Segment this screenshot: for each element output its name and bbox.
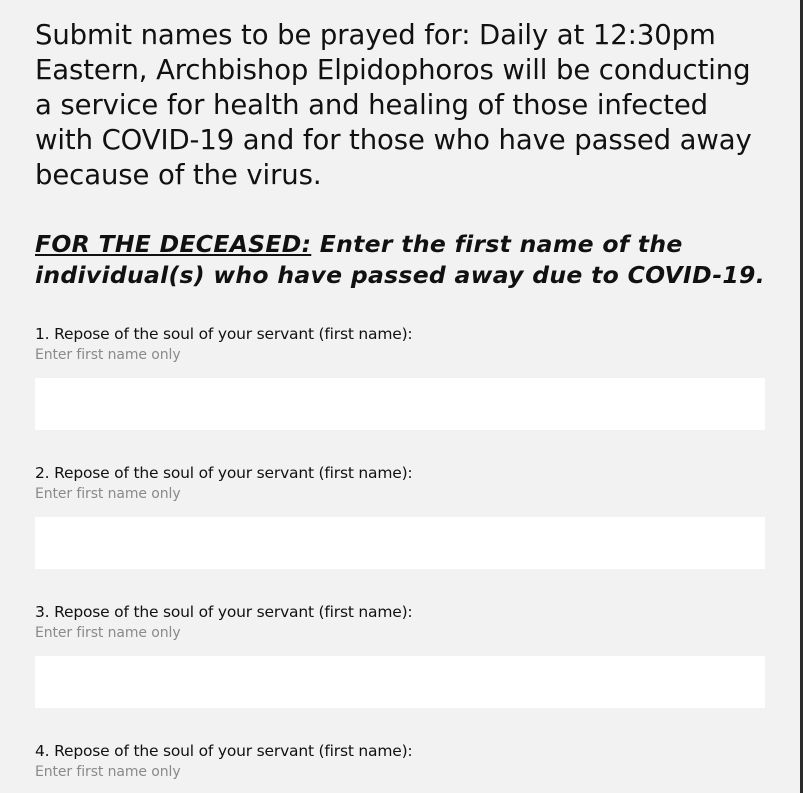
deceased-heading-lead: FOR THE DECEASED: <box>35 230 312 258</box>
deceased-heading-instruction: Enter the first name of the individual(s) who have passed away due to COVID-19. <box>35 230 765 289</box>
intro-description: Submit names to be prayed for: Daily at 12:30pm Eastern, Archbishop Elpidophoros will be conducting a service for health and healing of those infected with COVID-19 and for those who have passed away because of the virus. <box>35 19 752 191</box>
name-field-2 <box>35 463 765 602</box>
first-name-input-3[interactable] <box>35 656 765 708</box>
name-field-4 <box>35 741 765 793</box>
first-name-input-2[interactable] <box>35 517 765 569</box>
name-field-1 <box>35 324 765 463</box>
field-label-2: 2. Repose of the soul of your servant (first name): <box>35 464 413 482</box>
field-label-1: 1. Repose of the soul of your servant (first name): <box>35 325 413 343</box>
prayer-request-form <box>35 18 765 793</box>
deceased-section-heading <box>35 229 765 291</box>
field-hint-4: Enter first name only <box>35 764 181 780</box>
name-fields <box>35 324 765 793</box>
field-label-3: 3. Repose of the soul of your servant (first name): <box>35 603 413 621</box>
field-hint-2: Enter first name only <box>35 486 181 502</box>
field-label-4: 4. Repose of the soul of your servant (first name): <box>35 742 413 760</box>
first-name-input-1[interactable] <box>35 378 765 430</box>
field-hint-1: Enter first name only <box>35 347 181 363</box>
field-hint-3: Enter first name only <box>35 625 181 641</box>
name-field-3 <box>35 602 765 741</box>
